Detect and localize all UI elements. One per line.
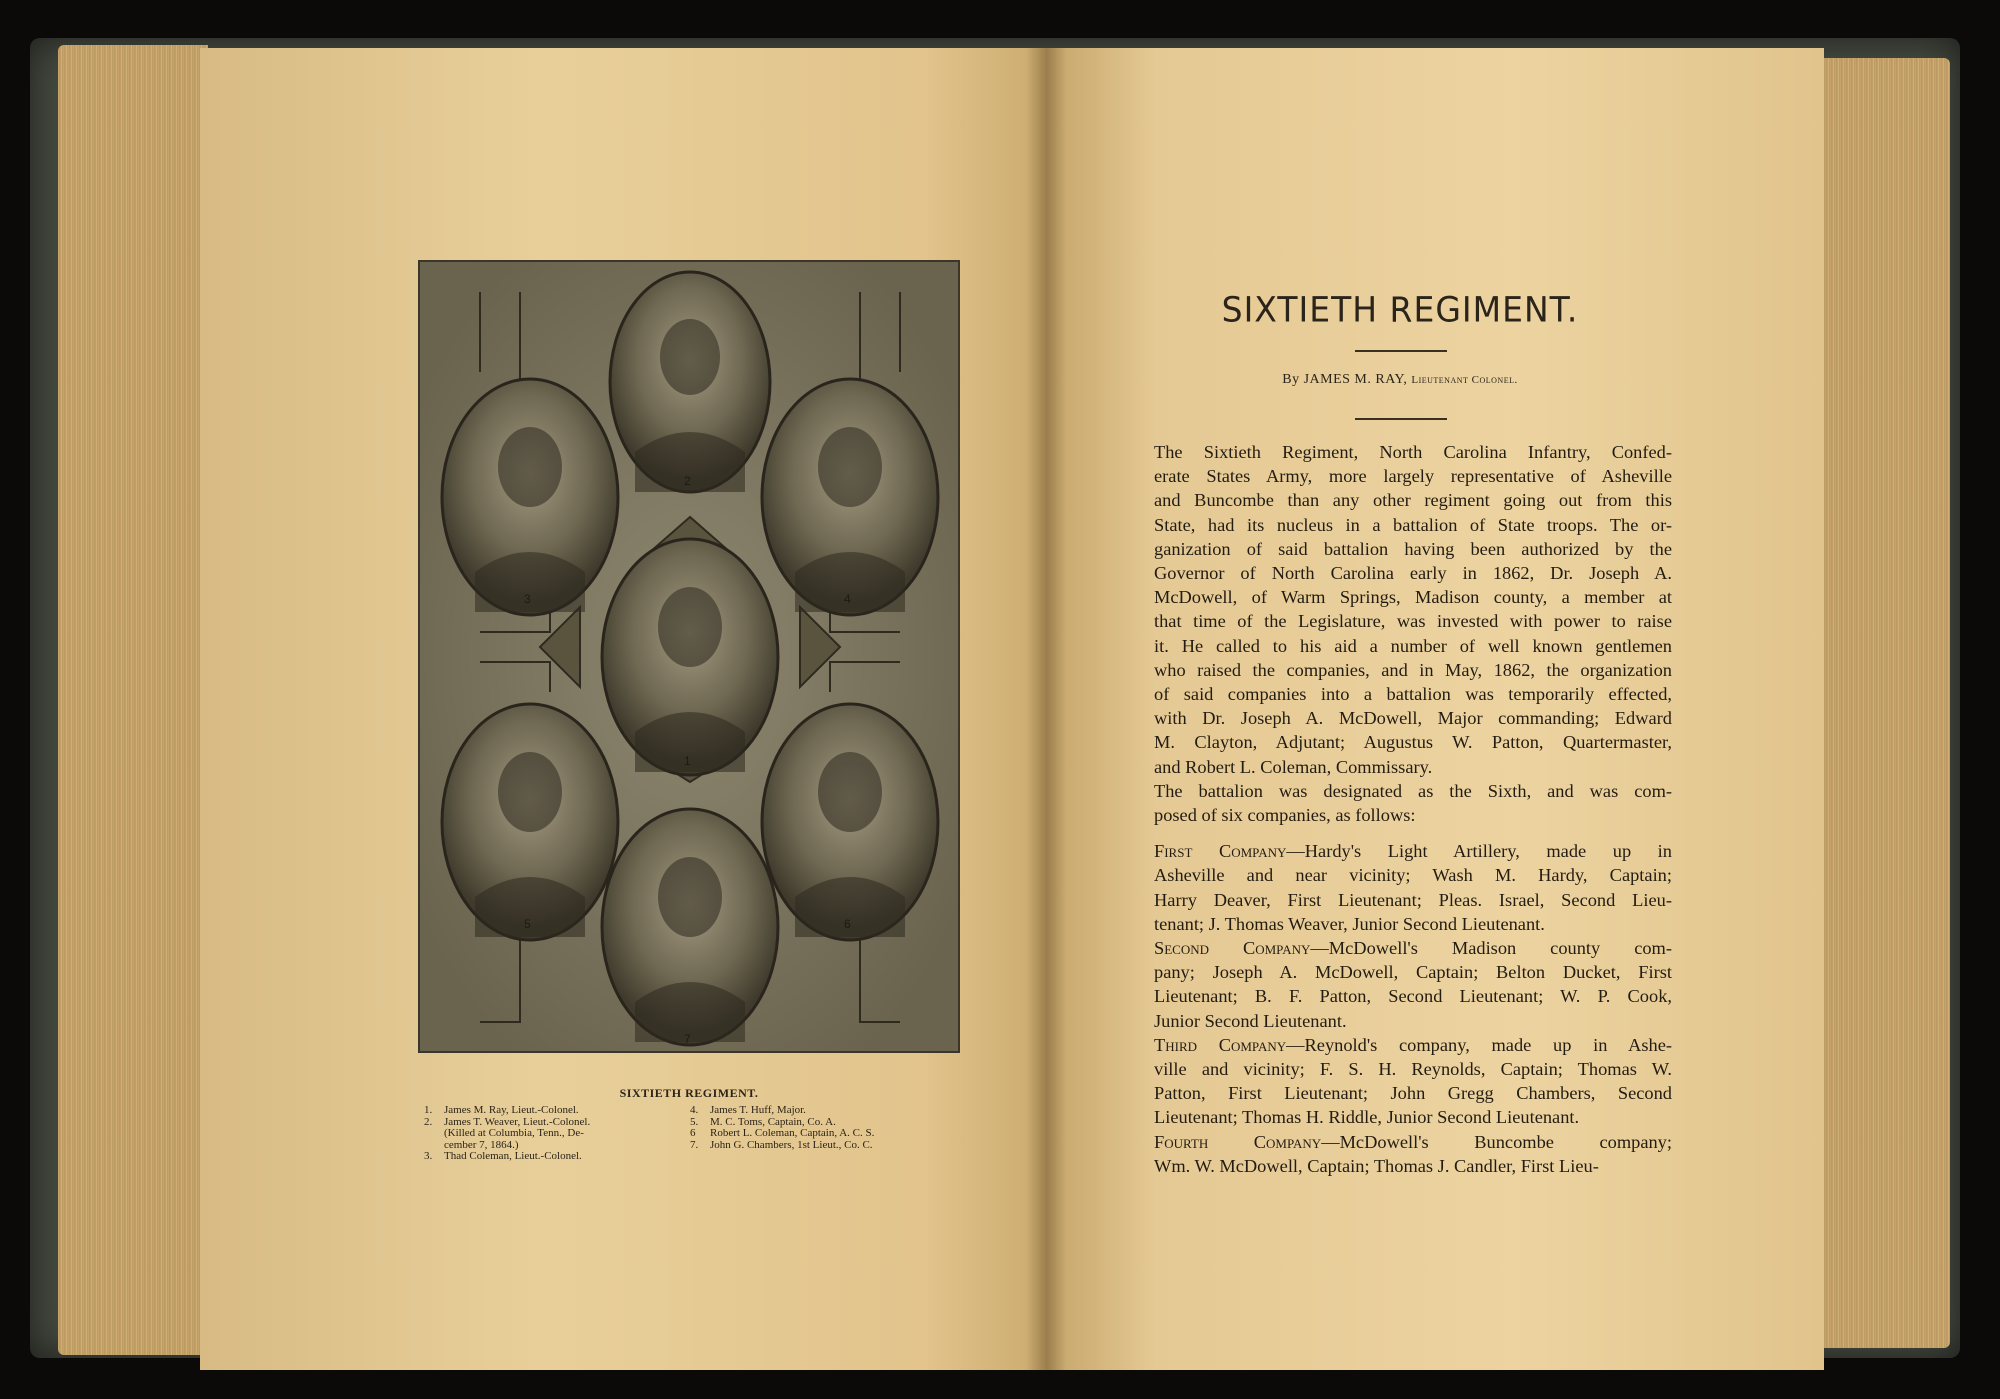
chapter-body	[1132, 440, 1672, 1178]
text-line	[1132, 1033, 1672, 1057]
legend-entry	[690, 1140, 970, 1152]
legend-text: John G. Chambers, 1st Lieut., Co. C.	[710, 1138, 873, 1151]
byline-author: By JAMES M. RAY,	[1282, 372, 1408, 387]
text-line: and Robert L. Coleman, Commissary.	[1154, 756, 1433, 777]
plate-legend-right	[690, 1105, 970, 1151]
text-line: that time of the Legislature, was invested with power to raise	[1154, 611, 1672, 632]
portrait-number: 1	[684, 754, 691, 768]
company-label: Fourth Company	[1154, 1131, 1322, 1152]
legend-text: Thad Coleman, Lieut.-Colonel.	[444, 1150, 582, 1162]
body-paragraph	[1132, 936, 1672, 1033]
portrait-plate	[418, 260, 960, 1053]
text-line: of said companies into a battalion was temporarily effected,	[1154, 684, 1672, 705]
text-line: Asheville and near vicinity; Wash M. Hardy, Captain;	[1154, 865, 1672, 886]
line-text: —Hardy's Light Artillery, made up in	[1286, 841, 1672, 862]
line-text: —Reynold's company, made up in Ashe-	[1286, 1034, 1672, 1055]
legend-number: 2.	[424, 1115, 433, 1128]
legend-text: James M. Ray, Lieut.-Colonel.	[444, 1104, 579, 1116]
text-line	[1132, 1130, 1672, 1154]
legend-text: (Killed at Columbia, Tenn., De-	[444, 1127, 584, 1139]
legend-text: M. C. Toms, Captain, Co. A.	[710, 1115, 836, 1128]
text-line: Lieutenant; Thomas H. Riddle, Junior Second Lieutenant.	[1154, 1107, 1580, 1128]
body-paragraph	[1132, 440, 1672, 779]
legend-number: 6	[690, 1127, 696, 1139]
text-line: who raised the companies, and in May, 1862, the organization	[1154, 659, 1672, 680]
plate-caption-title: SIXTIETH REGIMENT.	[619, 1086, 759, 1100]
text-line	[1132, 936, 1672, 960]
line-text: —McDowell's Buncombe company;	[1321, 1131, 1672, 1152]
text-line: M. Clayton, Adjutant; Augustus W. Patton, Quartermaster,	[1154, 732, 1672, 753]
legend-number: 5.	[690, 1115, 699, 1128]
line-text: —McDowell's Madison county com-	[1310, 938, 1672, 959]
text-line: Patton, First Lieutenant; John Gregg Chambers, Second	[1154, 1083, 1672, 1104]
text-line: Governor of North Carolina early in 1862, Dr. Joseph A.	[1154, 563, 1672, 584]
text-line: and Buncombe than any other regiment going out from this	[1154, 490, 1672, 511]
title-rule	[1355, 350, 1447, 352]
portrait-number: 3	[524, 592, 531, 606]
company-label: Second Company	[1154, 938, 1311, 959]
text-line: Lieutenant; B. F. Patton, Second Lieutenant; W. P. Cook,	[1154, 986, 1672, 1007]
legend-entry	[424, 1128, 689, 1140]
text-line: The battalion was designated as the Sixth, and was com-	[1154, 780, 1672, 801]
portrait-number: 2	[684, 474, 691, 488]
text-line: with Dr. Joseph A. McDowell, Major commanding; Edward	[1154, 708, 1672, 729]
body-paragraph	[1132, 779, 1672, 827]
legend-entry	[424, 1151, 689, 1163]
text-line: ville and vicinity; F. S. H. Reynolds, Captain; Thomas W.	[1154, 1059, 1672, 1080]
text-line	[1132, 839, 1672, 863]
legend-number: 3.	[424, 1150, 433, 1162]
chapter-byline	[1150, 372, 1650, 388]
legend-number: 7.	[690, 1138, 699, 1151]
portrait-number: 5	[524, 917, 531, 931]
body-paragraph	[1132, 839, 1672, 936]
portrait-number: 6	[844, 917, 851, 931]
text-line: pany; Joseph A. McDowell, Captain; Belton Ducket, First	[1154, 962, 1672, 983]
plate-legend-left	[424, 1105, 689, 1163]
portrait-number: 7	[684, 1032, 691, 1046]
text-line: Junior Second Lieutenant.	[1154, 1010, 1347, 1031]
company-label: Third Company	[1154, 1034, 1287, 1055]
legend-text: James T. Huff, Major.	[710, 1104, 806, 1116]
page-edges-left	[58, 45, 208, 1355]
company-label: First Company	[1154, 841, 1287, 862]
text-line: The Sixtieth Regiment, North Carolina Infantry, Confed-	[1154, 442, 1672, 462]
portrait-number-overlay	[420, 262, 958, 1051]
portrait-number: 4	[844, 592, 851, 606]
text-line: Harry Deaver, First Lieutenant; Pleas. Israel, Second Lieu-	[1154, 889, 1672, 910]
text-line: posed of six companies, as follows:	[1154, 805, 1416, 826]
book-gutter	[1026, 48, 1066, 1370]
text-line: McDowell, of Warm Springs, Madison county, a member at	[1154, 587, 1672, 608]
text-line: erate States Army, more largely representative of Asheville	[1154, 466, 1672, 487]
legend-number	[424, 1128, 444, 1140]
text-line: it. He called to his aid a number of well known gentlemen	[1154, 635, 1672, 656]
byline-rank: Lieutenant Colonel.	[1411, 374, 1518, 386]
legend-text: James T. Weaver, Lieut.-Colonel.	[444, 1115, 591, 1128]
legend-entry	[424, 1105, 689, 1117]
text-line: tenant; J. Thomas Weaver, Junior Second Lieutenant.	[1154, 913, 1545, 934]
legend-number: 1.	[424, 1104, 433, 1116]
legend-number: 4.	[690, 1104, 699, 1116]
body-paragraph	[1132, 1130, 1672, 1178]
text-line: ganization of said battalion having been authorized by the	[1154, 538, 1672, 559]
chapter-title: SIXTIETH REGIMENT.	[1221, 289, 1579, 330]
legend-text: Robert L. Coleman, Captain, A. C. S.	[710, 1127, 875, 1139]
byline-rule	[1355, 418, 1447, 420]
body-paragraph	[1132, 1033, 1672, 1130]
legend-entry	[690, 1128, 970, 1140]
legend-text: cember 7, 1864.)	[444, 1138, 519, 1151]
text-line: Wm. W. McDowell, Captain; Thomas J. Candler, First Lieu-	[1154, 1155, 1599, 1176]
legend-entry	[690, 1105, 970, 1117]
text-line: State, had its nucleus in a battalion of State troops. The or-	[1154, 514, 1672, 535]
